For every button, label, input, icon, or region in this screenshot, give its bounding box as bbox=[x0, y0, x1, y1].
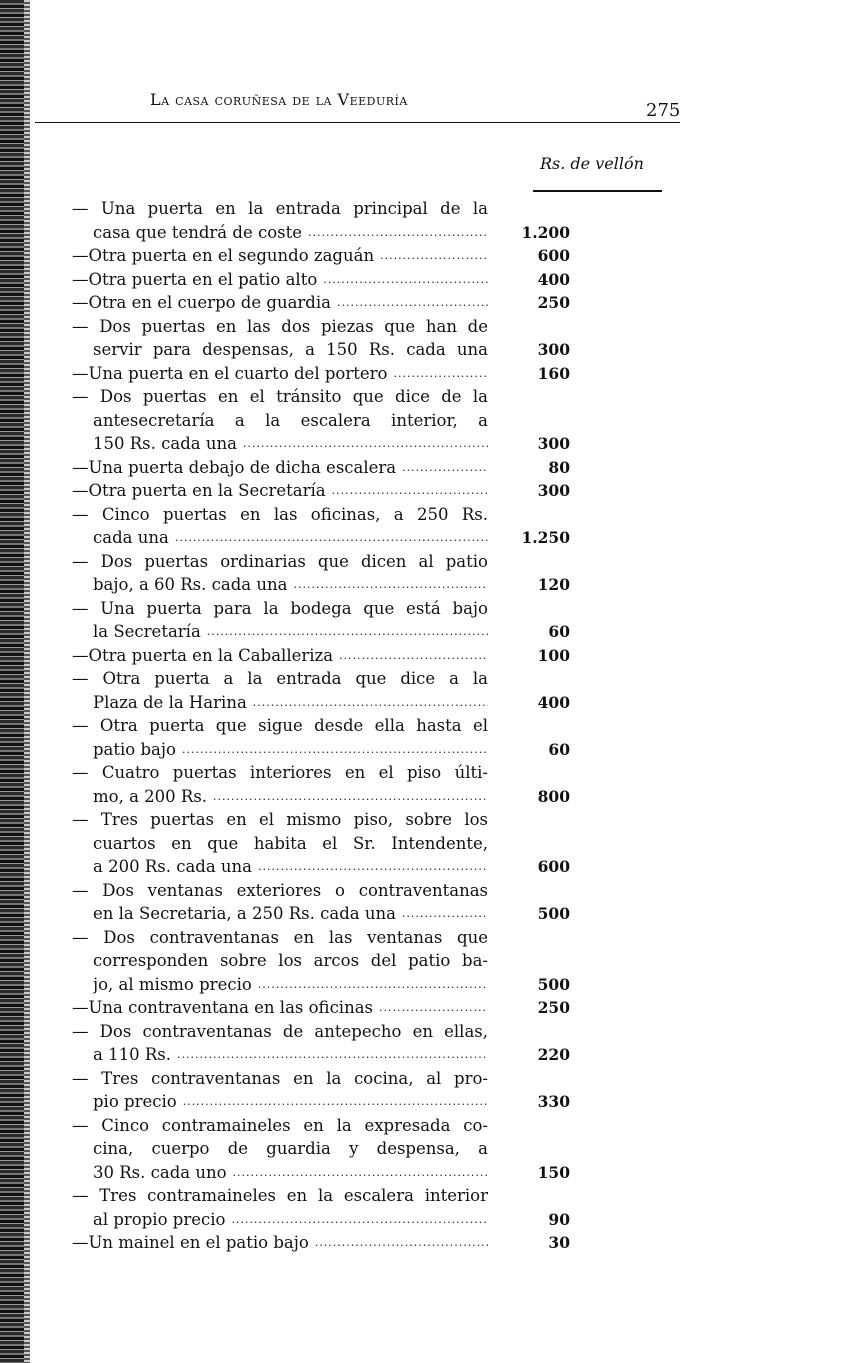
list-item bbox=[72, 550, 572, 597]
entry-line: — Una puerta para la bodega que está bajo bbox=[72, 597, 488, 621]
entry-line: — Dos ventanas exteriores o contraventanas bbox=[72, 879, 488, 903]
list-item bbox=[72, 1231, 572, 1255]
entry-value: 400 bbox=[537, 692, 570, 712]
entry-line bbox=[93, 785, 488, 809]
entry-line bbox=[72, 456, 488, 480]
dot-leader bbox=[207, 620, 488, 644]
entry-line bbox=[93, 902, 488, 926]
entry-line bbox=[72, 479, 488, 503]
cost-list bbox=[72, 197, 572, 1255]
entry-value: 300 bbox=[537, 434, 570, 453]
entry-text: — Otra puerta en el patio alto bbox=[88, 269, 318, 289]
entry-line: — Dos puertas en el tránsito que dice de la bbox=[72, 385, 488, 409]
entry-line bbox=[72, 362, 488, 386]
entry-text: pio precio bbox=[93, 1092, 177, 1111]
entry-text: casa que tendrá de coste bbox=[93, 222, 302, 242]
entry-line: cina, cuerpo de guardia y despensa, a bbox=[93, 1139, 488, 1158]
entry-value: 1.200 bbox=[521, 222, 570, 242]
dot-leader bbox=[231, 1208, 488, 1232]
list-item bbox=[72, 597, 572, 644]
entry-value: 1.250 bbox=[521, 528, 570, 547]
entry-line bbox=[72, 244, 488, 268]
entry-text: en la Secretaria, a 250 Rs. cada una bbox=[93, 904, 396, 923]
entry-line bbox=[93, 738, 488, 762]
entry-line bbox=[93, 973, 488, 997]
entry-value: 100 bbox=[537, 645, 570, 665]
entry-text: — Otra puerta en la Secretaría bbox=[88, 481, 326, 500]
dot-leader bbox=[177, 1043, 488, 1067]
entry-text: — Una contraventana en las oficinas bbox=[88, 998, 374, 1017]
list-item bbox=[72, 197, 572, 244]
list-item bbox=[72, 244, 572, 268]
entry-value: 250 bbox=[537, 998, 570, 1017]
dot-leader bbox=[258, 855, 488, 879]
entry-text: mo, a 200 Rs. bbox=[93, 786, 208, 806]
dot-leader bbox=[339, 644, 488, 668]
entry-value: 800 bbox=[537, 786, 570, 806]
running-head: La casa coruñesa de la Veeduría bbox=[150, 90, 408, 109]
list-item bbox=[72, 761, 572, 808]
dot-leader bbox=[393, 362, 488, 386]
entry-line: — Tres puertas en el mismo piso, sobre los bbox=[72, 808, 488, 832]
list-item bbox=[72, 479, 572, 503]
dot-leader bbox=[379, 996, 488, 1020]
entry-line: — Cinco contramaineles en la expresada co- bbox=[72, 1114, 488, 1138]
dot-leader bbox=[323, 268, 488, 292]
entry-line bbox=[93, 1043, 488, 1067]
entry-line: servir para despensas, a 150 Rs. cada una bbox=[93, 340, 488, 359]
entry-text: a 200 Rs. cada una bbox=[93, 857, 253, 876]
entry-value: 120 bbox=[537, 575, 570, 594]
entry-line: — Dos contraventanas de antepecho en ellas, bbox=[72, 1020, 488, 1044]
dot-leader bbox=[243, 432, 488, 456]
dot-leader bbox=[315, 1231, 488, 1255]
book-binding-edge bbox=[0, 0, 30, 1363]
entry-line bbox=[93, 526, 488, 550]
entry-text: jo, al mismo precio bbox=[93, 974, 252, 994]
entry-text: 150 Rs. cada una bbox=[93, 434, 237, 453]
list-item bbox=[72, 1020, 572, 1067]
entry-line: — Otra puerta a la entrada que dice a la bbox=[72, 667, 488, 691]
entry-line bbox=[93, 855, 488, 879]
column-header: Rs. de vellón bbox=[540, 154, 644, 173]
dot-leader bbox=[293, 573, 488, 597]
entry-text: — Otra puerta en la Caballeriza bbox=[88, 645, 334, 665]
entry-value: 500 bbox=[537, 974, 570, 994]
entry-value: 600 bbox=[537, 857, 570, 876]
entry-text: — Un mainel en el patio bajo bbox=[88, 1233, 309, 1252]
entry-line bbox=[93, 1161, 488, 1185]
dot-leader bbox=[308, 221, 488, 245]
dot-leader bbox=[253, 691, 488, 715]
entry-line bbox=[93, 691, 488, 715]
list-item bbox=[72, 268, 572, 292]
entry-text: bajo, a 60 Rs. cada una bbox=[93, 575, 288, 594]
entry-line: — Tres contraventanas en la cocina, al pro- bbox=[72, 1067, 488, 1091]
entry-line bbox=[93, 432, 488, 456]
entry-line bbox=[72, 996, 488, 1020]
entry-line: — Dos puertas en las dos piezas que han de bbox=[72, 315, 488, 339]
entry-line bbox=[93, 221, 488, 245]
entry-line: — Otra puerta que sigue desde ella hasta el bbox=[72, 714, 488, 738]
entry-line: — Dos contraventanas en las ventanas que bbox=[72, 926, 488, 950]
entry-value: 300 bbox=[537, 481, 570, 500]
entry-line bbox=[72, 268, 488, 292]
list-item bbox=[72, 667, 572, 714]
entry-value: 60 bbox=[548, 622, 570, 641]
entry-line bbox=[93, 1090, 488, 1114]
list-item bbox=[72, 714, 572, 761]
dot-leader bbox=[233, 1161, 488, 1185]
entry-value: 150 bbox=[537, 1162, 570, 1182]
list-item bbox=[72, 1067, 572, 1114]
dot-leader bbox=[402, 456, 488, 480]
entry-text: 30 Rs. cada uno bbox=[93, 1162, 227, 1182]
entry-value: 600 bbox=[537, 246, 570, 265]
entry-value: 330 bbox=[537, 1092, 570, 1111]
entry-text: — Una puerta en el cuarto del portero bbox=[88, 363, 388, 383]
list-item bbox=[72, 385, 572, 456]
entry-line bbox=[93, 1208, 488, 1232]
list-item bbox=[72, 291, 572, 315]
entry-text: cada una bbox=[93, 528, 169, 547]
entry-line: — Cuatro puertas interiores en el piso últi- bbox=[72, 761, 488, 785]
entry-text: la Secretaría bbox=[93, 622, 201, 641]
entry-line: corresponden sobre los arcos del patio ba- bbox=[93, 951, 488, 970]
entry-value: 80 bbox=[548, 457, 570, 477]
list-item bbox=[72, 315, 572, 362]
entry-value: 300 bbox=[537, 340, 570, 359]
entry-value: 220 bbox=[537, 1045, 570, 1064]
page-number: 275 bbox=[646, 100, 681, 121]
entry-line: — Cinco puertas en las oficinas, a 250 Rs. bbox=[72, 503, 488, 527]
entry-text: al propio precio bbox=[93, 1209, 226, 1229]
dot-leader bbox=[213, 785, 488, 809]
list-item bbox=[72, 808, 572, 879]
list-item bbox=[72, 362, 572, 386]
entry-line: — Una puerta en la entrada principal de la bbox=[72, 197, 488, 221]
list-item bbox=[72, 926, 572, 997]
entry-line bbox=[93, 620, 488, 644]
entry-text: — Otra en el cuerpo de guardia bbox=[88, 293, 331, 312]
dot-leader bbox=[258, 973, 488, 997]
entry-line: — Tres contramaineles en la escalera interior bbox=[72, 1184, 488, 1208]
entry-line: antesecretaría a la escalera interior, a bbox=[93, 410, 488, 430]
entry-value: 250 bbox=[537, 293, 570, 312]
dot-leader bbox=[183, 1090, 488, 1114]
list-item bbox=[72, 503, 572, 550]
dot-leader bbox=[380, 244, 488, 268]
entry-line: — Dos puertas ordinarias que dicen al patio bbox=[72, 550, 488, 574]
list-item bbox=[72, 996, 572, 1020]
entry-text: patio bajo bbox=[93, 739, 176, 759]
entry-value: 500 bbox=[537, 904, 570, 923]
entry-text: — Una puerta debajo de dicha escalera bbox=[88, 457, 397, 477]
header-rule bbox=[35, 122, 680, 123]
entry-line bbox=[72, 644, 488, 668]
column-header-rule bbox=[533, 190, 662, 192]
list-item bbox=[72, 1114, 572, 1185]
entry-value: 30 bbox=[548, 1233, 570, 1252]
entry-value: 400 bbox=[537, 269, 570, 289]
entry-line bbox=[72, 1231, 488, 1255]
list-item bbox=[72, 456, 572, 480]
list-item bbox=[72, 1184, 572, 1231]
entry-text: Plaza de la Harina bbox=[93, 692, 247, 712]
entry-value: 90 bbox=[548, 1209, 570, 1229]
entry-line bbox=[72, 291, 488, 315]
entry-line: cuartos en que habita el Sr. Intendente, bbox=[93, 833, 488, 853]
entry-value: 160 bbox=[537, 363, 570, 383]
dot-leader bbox=[332, 479, 488, 503]
list-item bbox=[72, 879, 572, 926]
dot-leader bbox=[182, 738, 488, 762]
dot-leader bbox=[402, 902, 488, 926]
list-item bbox=[72, 644, 572, 668]
entry-text: a 110 Rs. bbox=[93, 1045, 171, 1064]
entry-line bbox=[93, 573, 488, 597]
dot-leader bbox=[175, 526, 488, 550]
entry-text: — Otra puerta en el segundo zaguán bbox=[88, 246, 375, 265]
dot-leader bbox=[337, 291, 488, 315]
entry-value: 60 bbox=[548, 739, 570, 759]
